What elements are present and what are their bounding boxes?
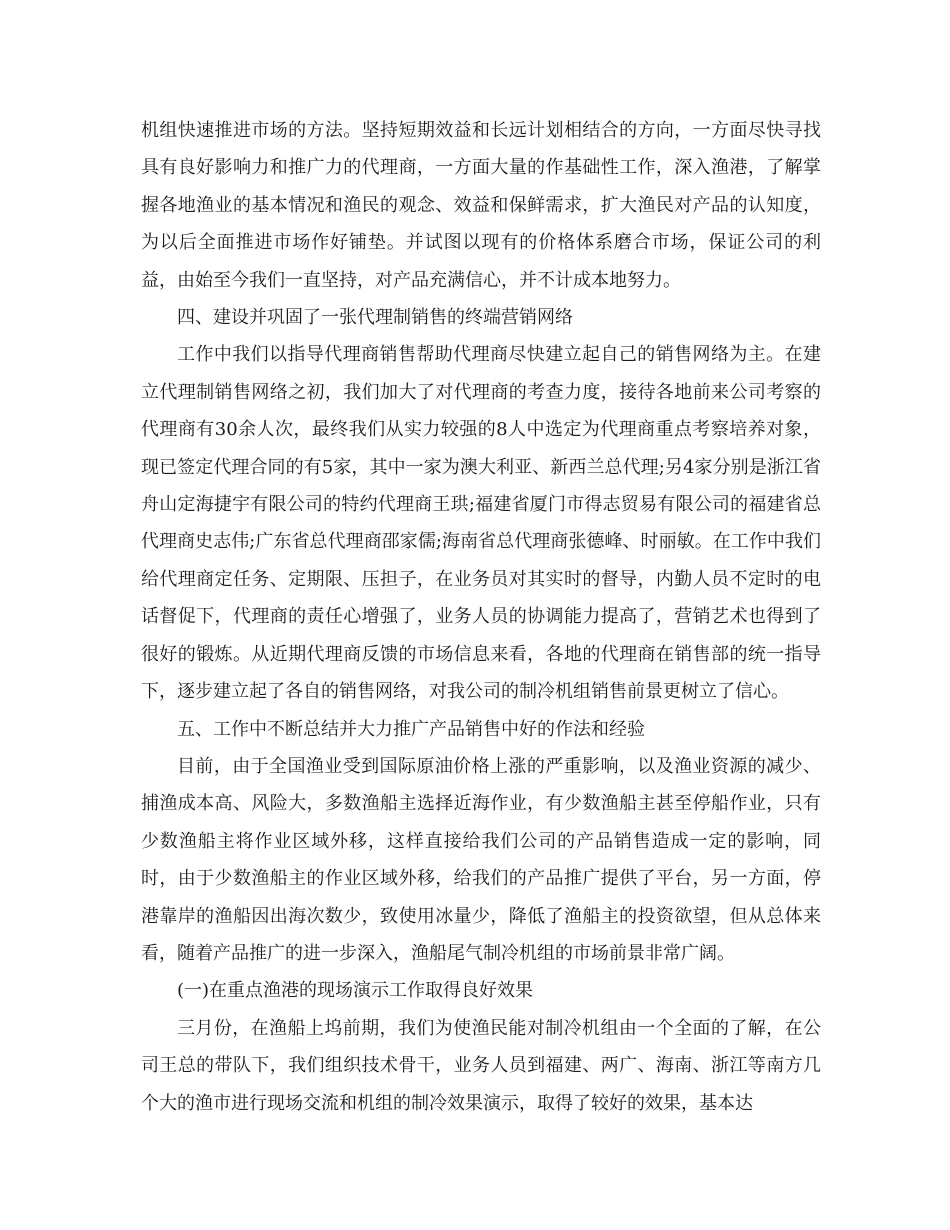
- body-paragraph: 机组快速推进市场的方法。坚持短期效益和长远计划相结合的方向，一方面尽快寻找具有良好影响力和推广力的代理商，一方面大量的作基础性工作，深入渔港，了解掌握各地渔业的基本情况和渔民的观念、效益和保鲜需求，扩大渔民对产品的认知度，为以后全面推进市场作好铺垫。并试图以现有的价格体系磨合市场，保证公司的利益，由始至今我们一直坚持，对产品充满信心，并不计成本地努力。: [141, 120, 821, 291]
- body-paragraph: 工作中我们以指导代理商销售帮助代理商尽快建立起自己的销售网络为主。在建立代理制销售网络之初，我们加大了对代理商的考查力度，接待各地前来公司考察的代理商有30余人次，最终我们从实力较强的8人中选定为代理商重点考察培养对象，现已签定代理合同的有5家，其中一家为澳大利亚、新西兰总代理;另4家分别是浙江省舟山定海捷宇有限公司的特约代理商王珙;福建省厦门市得志贸易有限公司的福建省总代理商史志伟;广东省总代理商邵家儒;海南省总代理商张德峰、时丽敏。在工作中我们给代理商定任务、定期限、压担子，在业务员对其实时的督导，内勤人员不定时的电话督促下，代理商的责任心增强了，业务人员的协调能力提高了，营销艺术也得到了很好的锻炼。从近期代理商反馈的市场信息来看，各地的代理商在销售部的统一指导下，逐步建立起了各自的销售网络，对我公司的制冷机组销售前景更树立了信心。: [141, 344, 821, 703]
- body-paragraph: 目前，由于全国渔业受到国际原油价格上涨的严重影响，以及渔业资源的减少、捕渔成本高、风险大，多数渔船主选择近海作业，有少数渔船主甚至停船作业，只有少数渔船主将作业区域外移，这样直接给我们公司的产品销售造成一定的影响，同时，由于少数渔船主的作业区域外移，给我们的产品推广提供了平台，另一方面，停港靠岸的渔船因出海次数少，致使用冰量少，降低了渔船主的投资欲望，但从总体来看，随着产品推广的进一步深入，渔船尾气制冷机组的市场前景非常广阔。: [141, 755, 821, 964]
- section-heading: 四、建设并巩固了一张代理制销售的终端营销网络: [177, 307, 573, 329]
- document-body: [141, 112, 821, 1122]
- subsection-heading: (一)在重点渔港的现场演示工作取得良好效果: [177, 980, 534, 1002]
- section-heading: 五、工作中不断总结并大力推广产品销售中好的作法和经验: [177, 718, 645, 740]
- body-paragraph: 三月份，在渔船上坞前期，我们为使渔民能对制冷机组由一个全面的了解，在公司王总的带队下，我们组织技术骨干，业务人员到福建、两广、海南、浙江等南方几个大的渔市进行现场交流和机组的制冷效果演示，取得了较好的效果，基本达: [141, 1017, 821, 1114]
